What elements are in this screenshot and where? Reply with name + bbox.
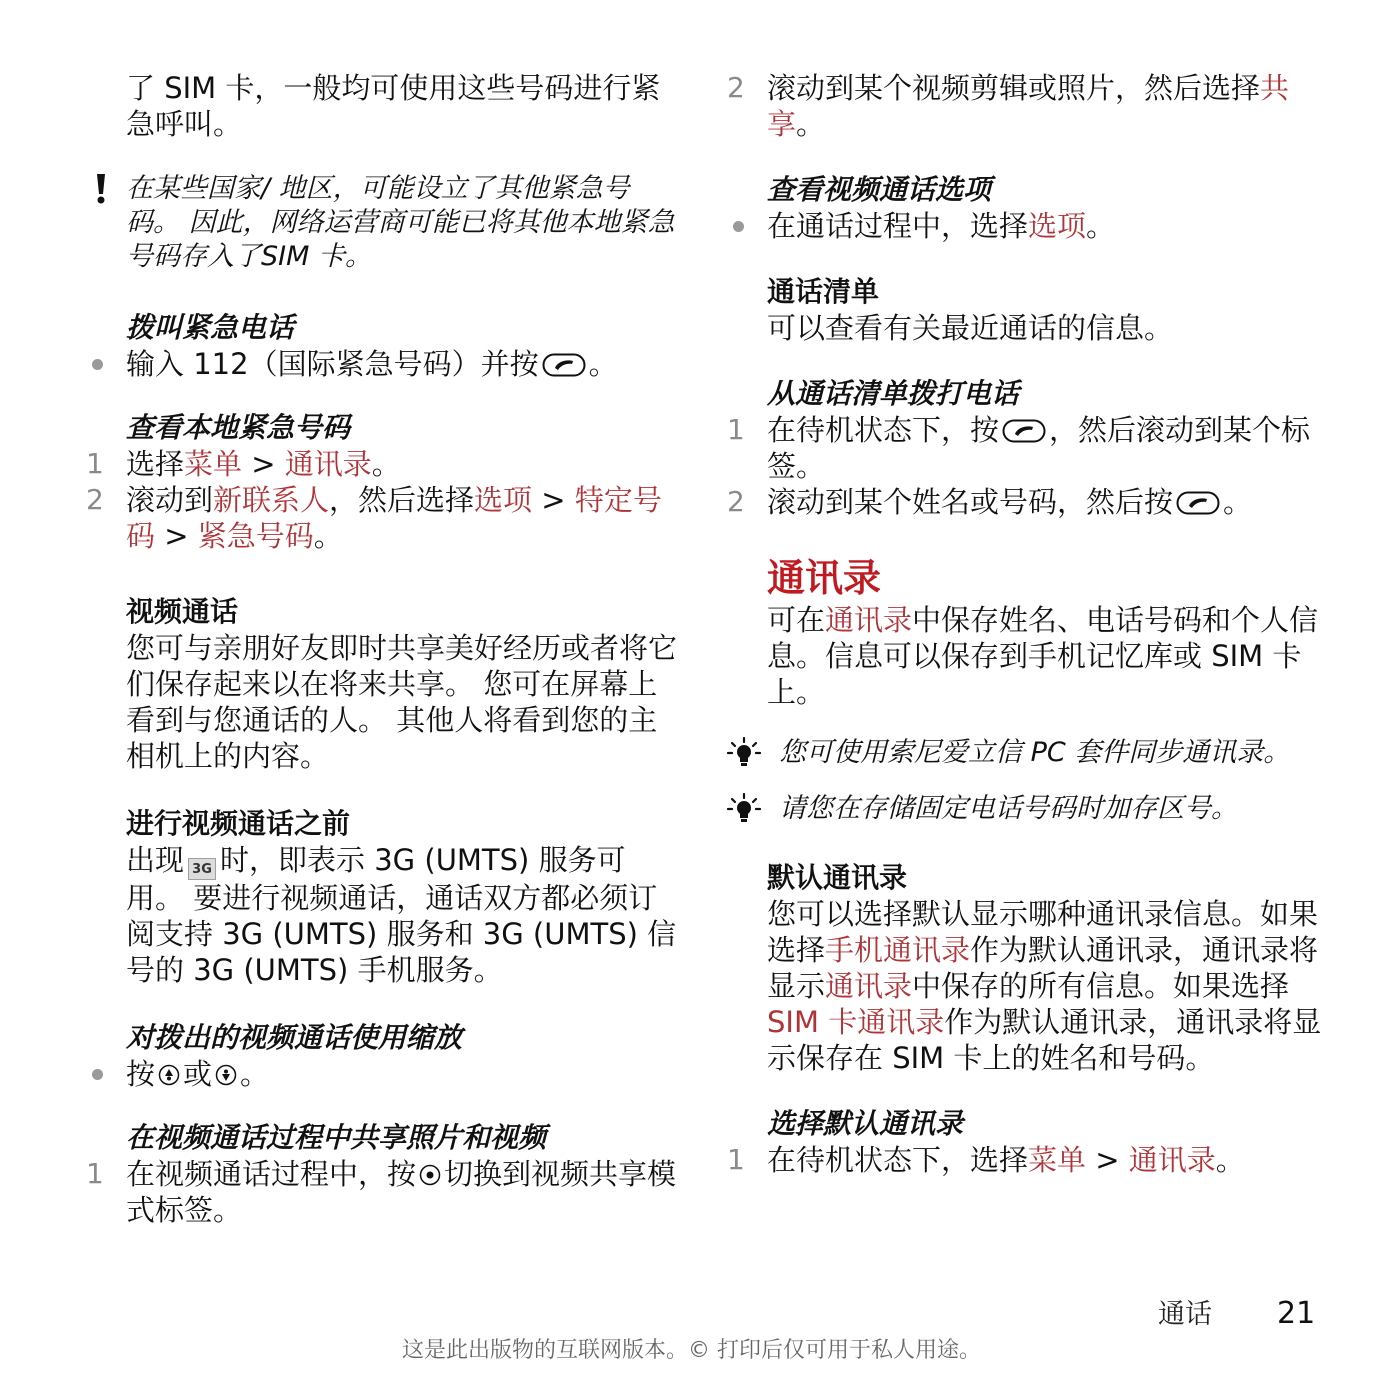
emergency-numbers-link[interactable]: 紧急号码 — [197, 519, 314, 553]
step-number: 1 — [86, 1157, 104, 1190]
call-list-paragraph: 可以查看有关最近通话的信息。 — [767, 311, 1174, 345]
default-contacts-paragraph: 您可以选择默认显示哪种通讯录信息。如果选择手机通讯录作为默认通讯录，通讯录将显示通讯录中保存的所有信息。如果选择 SIM 卡通讯录作为默认通讯录，通讯录将显示保存在 SIM 卡上的姓名和号码。 — [767, 897, 1322, 1075]
right-column — [727, 70, 1323, 1178]
intro-paragraph: 了 SIM 卡，一般均可使用这些号码进行紧急呼叫。 — [126, 71, 661, 141]
share-heading: 在视频通话过程中共享照片和视频 — [126, 1121, 547, 1154]
step-number: 1 — [727, 1143, 745, 1176]
step-item: 2 滚动到某个姓名或号码，然后按 。 — [727, 485, 1253, 519]
footer-section-name: 通话 — [1158, 1299, 1212, 1330]
call-key-icon — [1002, 419, 1046, 443]
step-item: 1 在待机状态下，按 ，然后滚动到某个标签。 — [727, 413, 1311, 483]
call-key-icon — [1176, 491, 1220, 515]
left-column — [86, 70, 678, 1228]
phone-contacts-link[interactable]: 手机通讯录 — [825, 933, 971, 967]
tip-note — [767, 792, 1323, 826]
call-list-heading: 通话清单 — [767, 275, 880, 308]
step-number: 1 — [727, 413, 745, 446]
step-number: 2 — [727, 71, 745, 104]
step-number: 1 — [86, 447, 104, 480]
footer-disclaimer: 这是此出版物的互联网版本。© 打印后仅可用于私人用途。 — [402, 1338, 981, 1363]
step-number: 2 — [86, 483, 104, 516]
nav-down-icon — [215, 1064, 237, 1086]
zoom-heading: 对拨出的视频通话使用缩放 — [126, 1021, 463, 1054]
contacts-section-title: 通讯录 — [767, 556, 882, 600]
options-link[interactable]: 选项 — [1028, 209, 1087, 243]
tip-text: 您可使用索尼爱立信 PC 套件同步通讯录。 — [779, 737, 1291, 768]
video-options-bullet: 在通话过程中，选择选项。 — [767, 208, 1323, 244]
select-default-heading: 选择默认通讯录 — [767, 1107, 964, 1140]
call-key-icon — [542, 353, 586, 377]
video-call-paragraph: 您可与亲朋好友即时共享美好经历或者将它们保存起来以在将来共享。 您可在屏幕上看到与您通话的人。 其他人将看到您的主相机上的内容。 — [126, 631, 678, 773]
contacts-link[interactable]: 通讯录 — [284, 447, 372, 481]
share-link[interactable]: 共享 — [767, 71, 1290, 141]
bullet-dot — [733, 221, 744, 232]
sim-contacts-link[interactable]: SIM 卡通讯录 — [767, 1005, 945, 1039]
step-item: 2 滚动到新联系人，然后选择选项 > 特定号码 > 紧急号码。 — [86, 483, 662, 553]
tip-note — [767, 736, 1323, 770]
menu-link[interactable]: 菜单 — [184, 447, 243, 481]
exclamation-icon — [94, 174, 108, 204]
menu-link[interactable]: 菜单 — [1028, 1143, 1087, 1177]
contacts-link[interactable]: 通讯录 — [825, 603, 913, 637]
warning-note — [126, 172, 678, 274]
emergency-call-bullet: 输入 112（国际紧急号码）并按 。 — [126, 346, 678, 382]
tip-text: 请您在存储固定电话号码时加存区号。 — [779, 793, 1238, 824]
3g-icon: 3G — [188, 858, 216, 880]
contacts-link[interactable]: 通讯录 — [1128, 1143, 1216, 1177]
step-item: 1 在视频通话过程中，按 切换到视频共享模式标签。 — [86, 1157, 677, 1227]
bullet-dot — [92, 359, 103, 370]
video-call-heading: 视频通话 — [126, 595, 239, 628]
lightbulb-icon — [727, 792, 761, 826]
before-video-heading: 进行视频通话之前 — [126, 807, 351, 840]
contacts-link[interactable]: 通讯录 — [825, 969, 913, 1003]
contacts-paragraph: 可在通讯录中保存姓名、电话号码和个人信息。信息可以保存到手机记忆库或 SIM 卡上。 — [767, 603, 1319, 709]
dial-from-list-heading: 从通话清单拨打电话 — [767, 377, 1020, 410]
nav-center-icon — [419, 1164, 441, 1186]
bullet-dot — [92, 1069, 103, 1080]
warning-note-text: 在某些国家/ 地区，可能设立了其他紧急号码。 因此，网络运营商可能已将其他本地紧急号码存入了SIM 卡。 — [126, 173, 675, 272]
nav-up-icon — [158, 1064, 180, 1086]
special-numbers-link[interactable]: 特定号码 — [126, 483, 662, 553]
options-link[interactable]: 选项 — [474, 483, 533, 517]
page-number: 21 — [1277, 1296, 1316, 1331]
video-options-heading: 查看视频通话选项 — [767, 173, 992, 206]
step-number: 2 — [727, 485, 745, 518]
step-item: 1 在待机状态下，选择菜单 > 通讯录。 — [727, 1143, 1245, 1177]
zoom-bullet: 按 或 。 — [126, 1056, 678, 1092]
before-video-paragraph: 出现 3G 时，即表示 3G (UMTS) 服务可用。 要进行视频通话，通话双方都必须订阅支持 3G (UMTS) 服务和 3G (UMTS) 信号的 3G (UMTS) 手机服务。 — [126, 843, 677, 987]
local-numbers-heading: 查看本地紧急号码 — [126, 411, 351, 444]
emergency-call-heading: 拨叫紧急电话 — [126, 311, 295, 344]
default-contacts-heading: 默认通讯录 — [767, 861, 908, 894]
step-item: 2 滚动到某个视频剪辑或照片，然后选择共享。 — [727, 71, 1290, 141]
new-contact-link[interactable]: 新联系人 — [213, 483, 330, 517]
lightbulb-icon — [727, 736, 761, 770]
step-item: 1 选择菜单 > 通讯录。 — [86, 447, 401, 481]
